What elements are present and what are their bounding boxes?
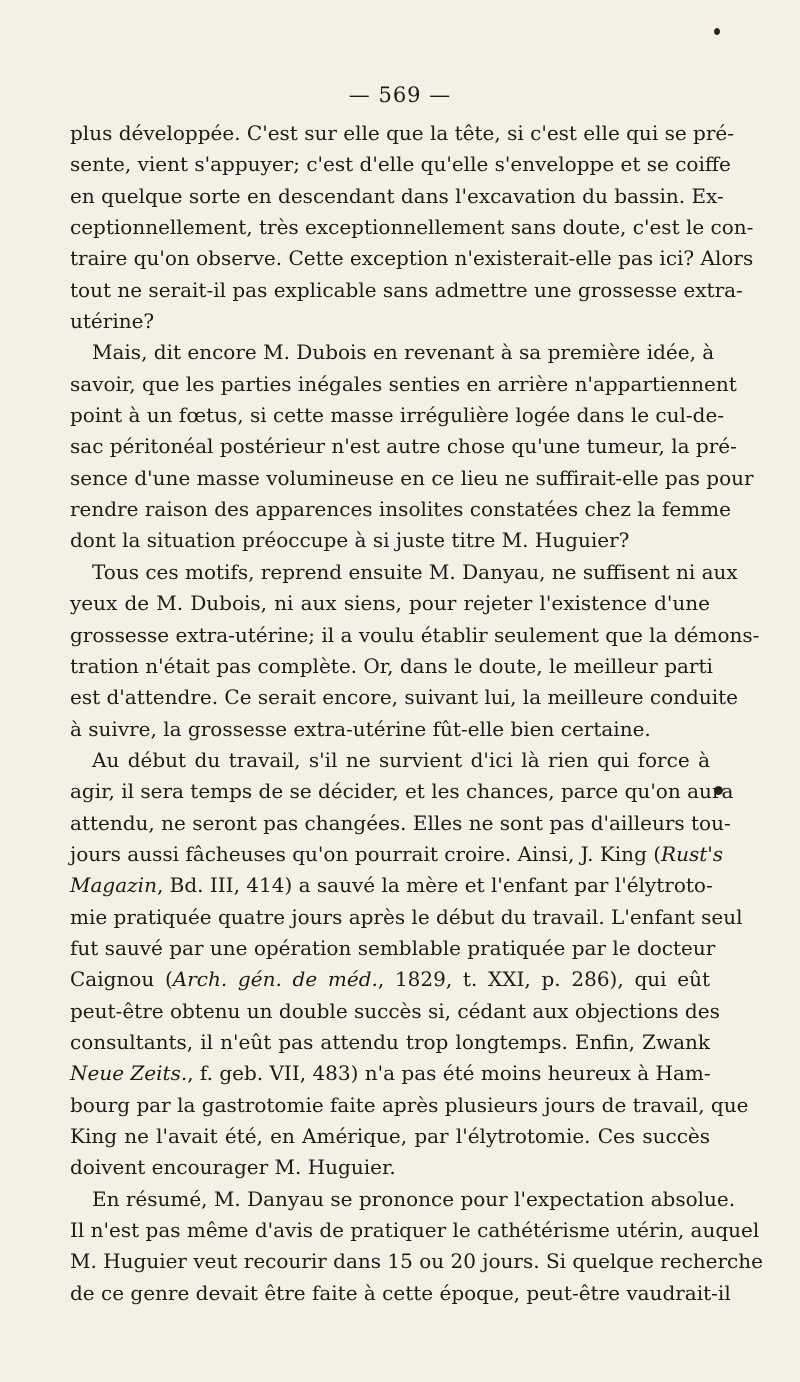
text-line: de ce genre devait être faite à cette époque, peut-être vaudrait-il [70,1280,731,1305]
text-line: consultants, il n'eût pas attendu trop longtemps. Enfin, Zwank [70,1029,710,1054]
text-line: Au début du travail, s'il ne survient d'ici là rien qui force à [92,747,710,772]
text-line: Neue Zeits., f. geb. VII, 483) n'a pas été moins heureux à Ham- [70,1061,711,1086]
text-line: sac péritonéal postérieur n'est autre chose qu'une tumeur, la pré- [70,434,737,459]
text-line: King ne l'avait été, en Amérique, par l'élytrotomie. Ces succès [70,1124,710,1148]
text-line: agir, il sera temps de se décider, et les chances, parce qu'on aura [70,779,734,804]
text-line: ceptionnellement, très exceptionnellement sans doute, c'est le con- [70,215,754,240]
text-line: traire qu'on observe. Cette exception n'existerait-elle pas ici? Alors [70,246,754,271]
text-line: tout ne serait-il pas explicable sans admettre une grossesse extra- [70,277,743,302]
ink-blot [714,28,720,35]
text-line: en quelque sorte en descendant dans l'excavation du bassin. Ex- [70,183,724,208]
text-line: peut-être obtenu un double succès si, cédant aux objections des [70,998,720,1023]
text-line: attendu, ne seront pas changées. Elles ne sont pas d'ailleurs tou- [70,810,731,835]
body-text [70,118,763,1309]
text-line: dont la situation préoccupe à si juste titre M. Huguier? [70,528,630,553]
text-line: savoir, que les parties inégales senties en arrière n'appartiennent [70,371,737,396]
text-line: M. Huguier veut recourir dans 15 ou 20 jours. Si quelque recherche [70,1249,763,1274]
text-line: utérine? [70,309,155,334]
page-number: — 569 — [348,83,452,107]
text-line: En résumé, M. Danyau se prononce pour l'expectation absolue. [92,1186,736,1211]
text-line: plus développée. C'est sur elle que la tête, si c'est elle qui se pré- [70,121,734,145]
text-line: sence d'une masse volumineuse en ce lieu ne suffirait-elle pas pour [70,465,754,490]
text-line: rendre raison des apparences insolites constatées chez la femme [70,497,731,522]
text-line: mie pratiquée quatre jours après le début du travail. L'enfant seul [70,904,743,929]
text-line: Tous ces motifs, reprend ensuite M. Danyau, ne suffisent ni aux [92,559,738,584]
text-line: grossesse extra-utérine; il a voulu établir seulement que la démons- [70,622,760,647]
text-line: point à un fœtus, si cette masse irrégulière logée dans le cul-de- [70,403,725,428]
text-line: yeux de M. Dubois, ni aux siens, pour rejeter l'existence d'une [70,591,710,616]
text-line: Caignou (Arch. gén. de méd., 1829, t. XXI, p. 286), qui eût [70,967,710,992]
text-line: doivent encourager M. Huguier. [70,1155,396,1180]
text-line: à suivre, la grossesse extra-utérine fût-elle bien certaine. [70,716,651,741]
text-line: fut sauvé par une opération semblable pratiquée par le docteur [70,935,716,960]
text-line: Mais, dit encore M. Dubois en revenant à sa première idée, à [92,340,715,365]
text-line: Magazin, Bd. III, 414) a sauvé la mère et l'enfant par l'élytroto- [70,873,713,898]
text-line: jours aussi fâcheuses qu'on pourrait croire. Ainsi, J. King (Rust's [70,841,724,866]
text-line: sente, vient s'appuyer; c'est d'elle qu'elle s'enveloppe et se coiffe [70,152,731,177]
text-line: est d'attendre. Ce serait encore, suivant lui, la meilleure conduite [70,685,739,710]
text-line: tration n'était pas complète. Or, dans le doute, le meilleur parti [70,653,713,678]
text-line: Il n'est pas même d'avis de pratiquer le cathétérisme utérin, auquel [70,1218,760,1243]
text-line: bourg par la gastrotomie faite après plusieurs jours de travail, que [70,1092,749,1117]
